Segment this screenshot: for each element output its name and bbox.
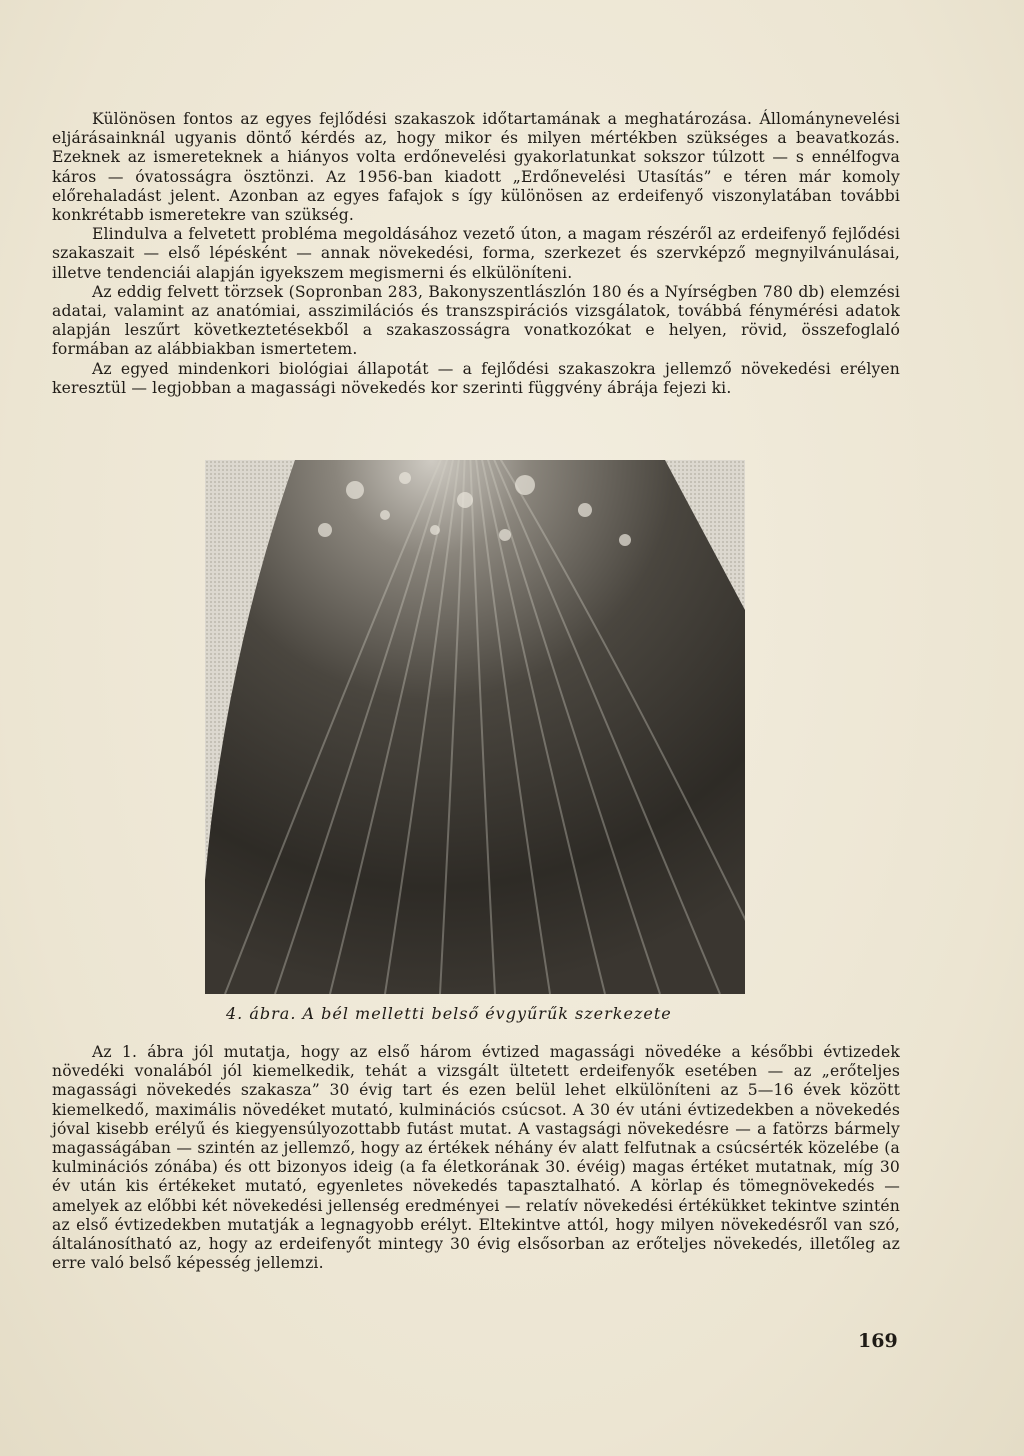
paragraph: Az 1. ábra jól mutatja, hogy az első három évtized magassági növedéke a későbbi évtizedek növedéki vonalából jól kiemelkedik, tehát a vizsgált ültetett erdeifenyők esetében — az „erőteljes magassági növekedés szakasza” 30 évig tart és ezen belül lehet elkülöníteni az 5—16 évek között kiemelkedő, maximális növedéket mutató, kulminációs csúcsot. A 30 év utáni évtizedekben a növekedés jóval kisebb erélyű és kiegyensúlyozottabb futást mutat. A vastagsági növekedésre — a fatörzs bármely magasságában — szintén az jellemző, hogy az értékek néhány év alatt felfutnak a csúcsérték közelébe (a kulminációs zónába) és ott bizonyos ideig (a fa életkorának 30. évéig) magas értéket mutatnak, míg 30 év után kis értékeket mutató, egyenletes növekedés tapasztalható. A körlap és tömegnövekedés — amelyek az előbbi két növekedési jellenség eredményei — relatív növekedési értékükket tekintve szintén az első évtizedekben mutatják a legnagyobb erélyt. Eltekintve attól, hogy milyen növekedésről van szó, általánosítható az, hogy az erdeifenyőt mintegy 30 évig elsősorban az erőteljes növekedés, illetőleg az erre való belső képesség jellemzi. bbox=[52, 1043, 900, 1273]
body-text-top bbox=[52, 110, 900, 398]
paragraph: Különösen fontos az egyes fejlődési szakaszok időtartamának a meghatározása. Állománynevelési eljárásainknál ugyanis döntő kérdés az, hogy mikor és milyen mértékben szükséges a beavatkozás. Ezeknek az ismereteknek a hiányos volta erdőnevelési gyakorlatunkat sokszor túlzott — s ennélfogva káros — óvatosságra ösztönzi. Az 1956-ban kiadott „Erdőnevelési Utasítás” e téren már komoly előrehaladást jelent. Azonban az egyes fafajok s így különösen az erdeifenyő viszonylatában további konkrétabb ismeretekre van szükség. bbox=[52, 110, 900, 225]
paragraph: Elindulva a felvetett probléma megoldásához vezető úton, a magam részéről az erdeifenyő fejlődési szakaszait — első lépésként — annak növekedési, forma, szerkezet és szervképző megnyilvánulásai, illetve tendenciái alapján igyekszem megismerni és elkülöníteni. bbox=[52, 225, 900, 282]
paragraph: Az egyed mindenkori biológiai állapotát — a fejlődési szakaszokra jellemző növekedési erélyen keresztül — legjobban a magassági növekedés kor szerinti függvény ábrája fejezi ki. bbox=[52, 359, 900, 397]
page-number: 169 bbox=[858, 1330, 898, 1352]
paragraph: Az eddig felvett törzsek (Sopronban 283, Bakonyszentlászlón 180 és a Nyírségben 780 db) elemzési adatai, valamint az anatómiai, asszimilációs és transzspirációs vizsgálatok, továbbá fénymérési adatok alapján leszűrt következtetésekből a szakaszosságra vonatkozókat e helyen, rövid, összefoglaló formában az alábbiakban ismertetem. bbox=[52, 282, 900, 359]
figure-caption: 4. ábra. A bél melletti belső évgyűrűk szerkezete bbox=[226, 1004, 672, 1023]
body-text-bottom bbox=[52, 1043, 900, 1273]
tree-ring-micrograph bbox=[205, 460, 745, 994]
